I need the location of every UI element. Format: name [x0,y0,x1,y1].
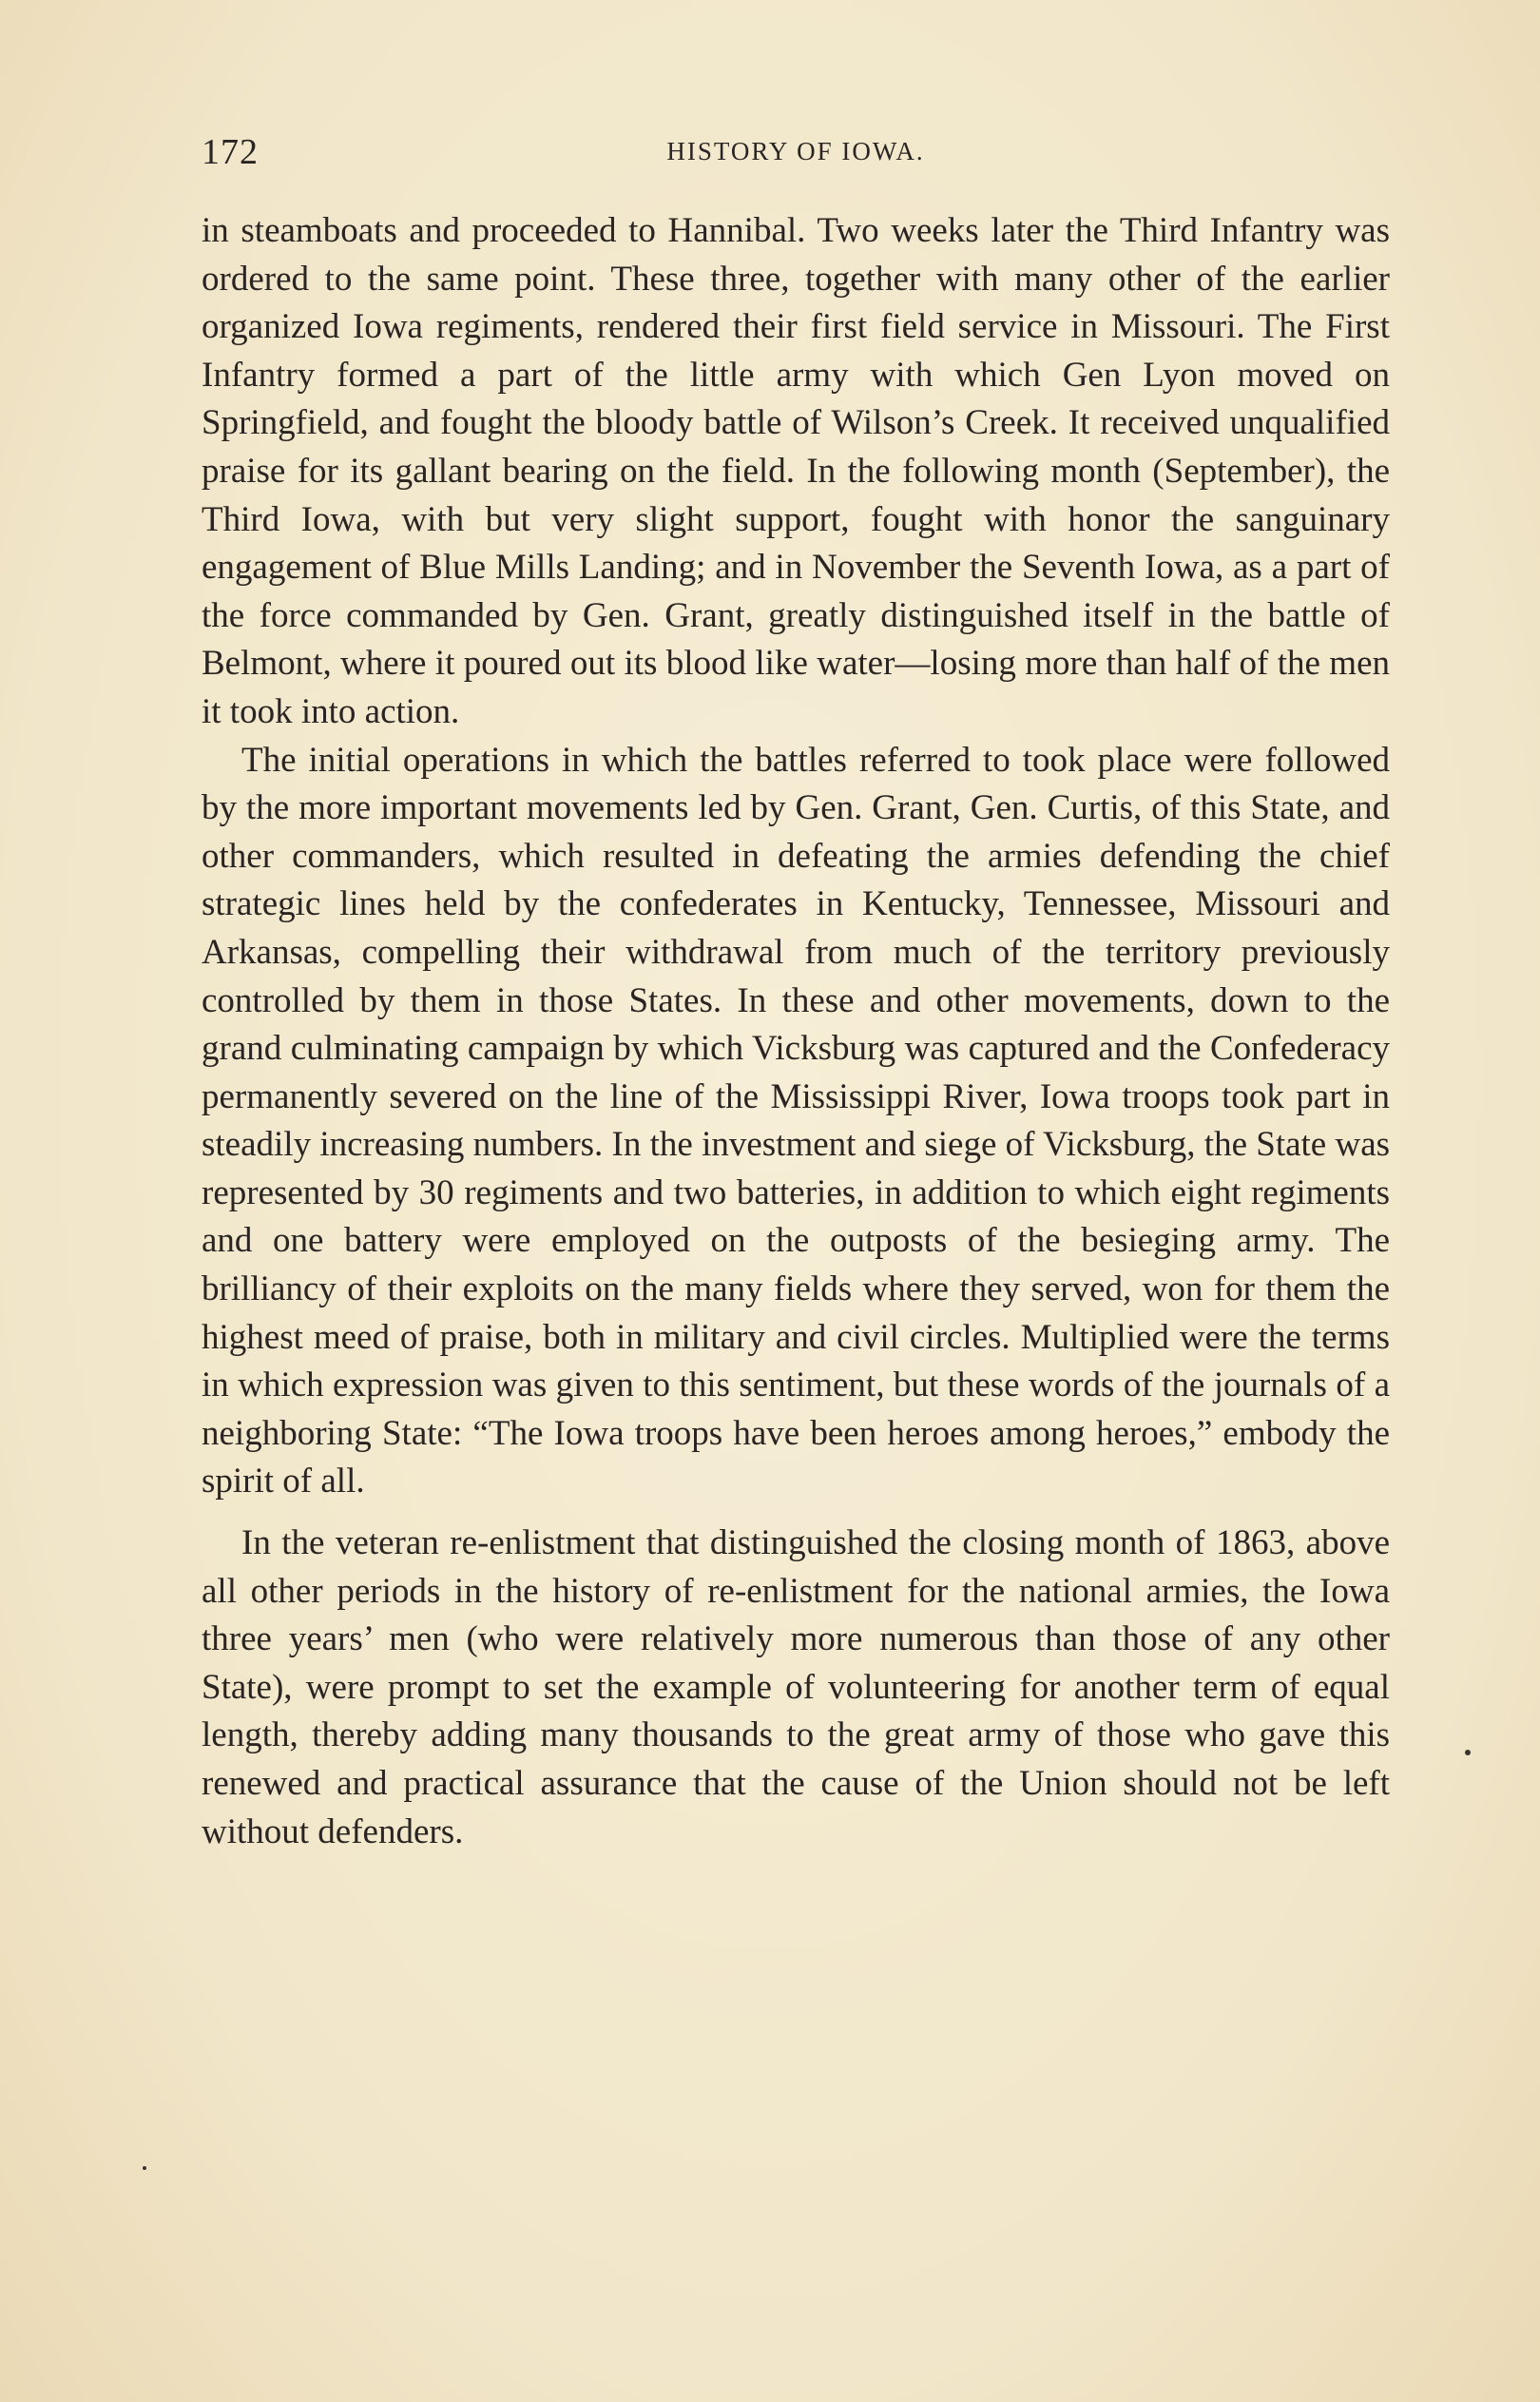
body-text [202,207,1390,1856]
running-head: HISTORY OF IOWA. [666,137,925,165]
page-header [202,131,1390,188]
paragraph-2: The initial operations in which the battles referred to took place were followed by the more important movements led by Gen. Grant, Gen. Curtis, of this State, and other commanders, which resulted in defeating the armies defending the chief strategic lines held by the confederates in Kentucky, Tennessee, Missouri and Arkansas, compelling their withdrawal from much of the territory previously controlled by them in those States. In these and other movements, down to the grand culminating campaign by which Vicksburg was captured and the Confederacy permanently severed on the line of the Mississippi River, Iowa troops took part in steadily increasing numbers. In the investment and siege of Vicksburg, the State was represented by 30 regiments and two batteries, in addition to which eight regiments and one battery were employed on the outposts of the besieging army. The brilliancy of their exploits on the many fields where they served, won for them the highest meed of praise, both in military and civil circles. Multiplied were the terms in which expression was given to this sentiment, but these words of the journals of a neighboring State: “The Iowa troops have been heroes among heroes,” embody the spirit of all. [202,740,1391,1501]
ink-speck [143,2166,146,2170]
paragraph-3: In the veteran re-enlistment that distinguished the closing month of 1863, above all other periods in the history of re-enlistment for the national armies, the Iowa three years’ men (who were relatively more numerous than those of any other State), were prompt to set the example of volunteering for another term of equal length, thereby adding many thousands to the great army of those who gave this renewed and practical assurance that the cause of the Union should not be left without defenders. [202,1523,1390,1851]
paragraph-1: in steamboats and proceeded to Hannibal. Two weeks later the Third Infantry was ordered to the same point. These three, together with many other of the earlier organized Iowa regiments, rendered their first field service in Missouri. The First Infantry formed a part of the little army with which Gen Lyon moved on Springfield, and fought the bloody battle of Wilson’s Creek. It received unqualified praise for its gallant bearing on the field. In the following month (September), the Third Iowa, with but very slight support, fought with honor the sanguinary engagement of Blue Mills Landing; and in November the Seventh Iowa, as a part of the force commanded by Gen. Grant, greatly distinguished itself in the battle of Belmont, where it poured out its blood like water—losing more than half of the men it took into action. [202,211,1390,731]
ink-speck [1465,1750,1471,1755]
page-number: 172 [202,132,259,172]
